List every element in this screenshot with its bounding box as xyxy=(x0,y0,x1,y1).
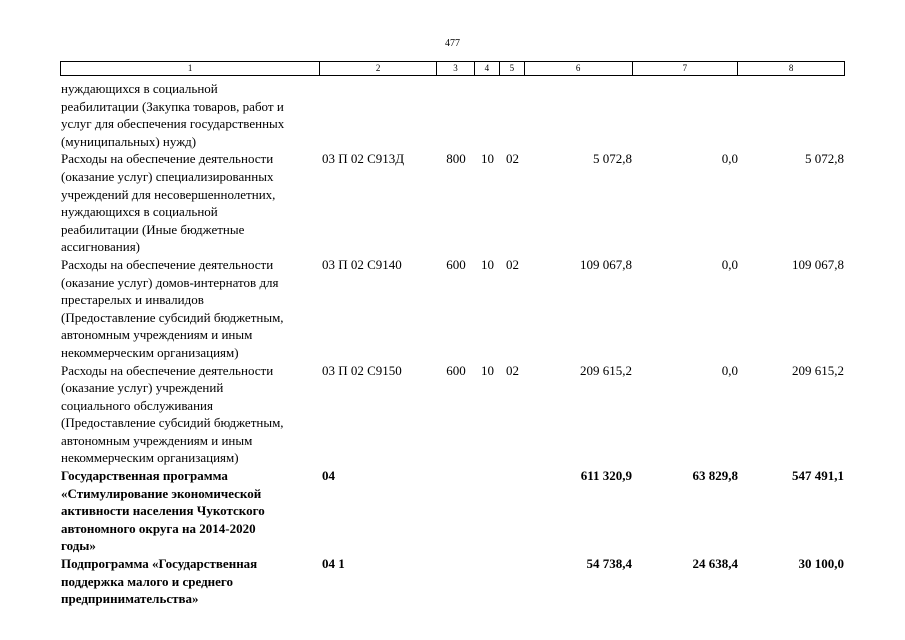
page-number: 477 xyxy=(445,38,460,49)
row-name-line: (оказание услуг) домов-интернатов для xyxy=(61,274,279,290)
row-expense-type xyxy=(437,80,475,150)
row-amount-total: 209 615,2 xyxy=(580,362,632,378)
table-row xyxy=(60,256,845,362)
row-name-line: реабилитации (Закупка товаров, работ и xyxy=(61,98,284,114)
row-subsection: 02 xyxy=(506,362,519,378)
row-name-line: реабилитации (Иные бюджетные xyxy=(61,221,245,237)
row-amount-col8: 547 491,1 xyxy=(792,468,844,484)
row-name-line: автономного округа на 2014-2020 xyxy=(61,520,256,536)
row-name-line: Подпрограмма «Государственная xyxy=(61,556,258,572)
row-subsection xyxy=(500,467,525,555)
row-name xyxy=(60,555,320,608)
column-header-1: 1 xyxy=(61,62,320,75)
column-header-2: 2 xyxy=(320,62,437,75)
row-section: 10 xyxy=(481,362,494,378)
row-section xyxy=(475,80,500,150)
row-amount-total: 54 738,4 xyxy=(586,556,632,572)
row-expense-type xyxy=(437,555,475,608)
row-name-line: (Предоставление субсидий бюджетным, xyxy=(61,309,284,325)
column-header-3: 3 xyxy=(437,62,475,75)
row-amount-col8 xyxy=(739,80,845,150)
row-name xyxy=(60,150,320,256)
row-name-line: нуждающихся в социальной xyxy=(61,204,218,220)
row-amount-total: 109 067,8 xyxy=(580,256,632,272)
row-amount-col8: 109 067,8 xyxy=(792,256,844,272)
row-name-line: учреждений для несовершеннолетних, xyxy=(61,186,276,202)
row-amount-col7: 0,0 xyxy=(721,362,738,378)
row-code: 04 1 xyxy=(322,556,345,572)
column-header-4: 4 xyxy=(475,62,500,75)
row-section xyxy=(475,555,500,608)
row-name-line: Расходы на обеспечение деятельности xyxy=(61,362,274,378)
row-subsection: 02 xyxy=(506,256,519,272)
column-header-7: 7 xyxy=(633,62,739,75)
row-name-line: Расходы на обеспечение деятельности xyxy=(61,151,274,167)
row-code: 03 П 02 С9150 xyxy=(322,362,402,378)
row-name-line: нуждающихся в социальной xyxy=(61,81,218,96)
row-amount-total: 611 320,9 xyxy=(580,468,632,484)
table-row xyxy=(60,150,845,256)
table-row xyxy=(60,555,845,608)
row-name-line: Государственная программа xyxy=(61,468,228,484)
row-name-line: престарелых и инвалидов xyxy=(61,292,204,308)
row-name xyxy=(60,80,320,150)
row-expense-type: 600 xyxy=(446,256,466,272)
row-name-line: «Стимулирование экономической xyxy=(61,485,262,501)
row-amount-total: 5 072,8 xyxy=(593,151,632,167)
row-code xyxy=(320,80,437,150)
row-name-line: предпринимательства» xyxy=(61,591,199,607)
row-name-line: (муниципальных) нужд) xyxy=(61,133,197,149)
row-amount-col7: 24 638,4 xyxy=(692,556,738,572)
row-code: 04 xyxy=(322,468,335,484)
row-subsection xyxy=(500,555,525,608)
table-body xyxy=(60,80,845,608)
row-expense-type xyxy=(437,467,475,555)
column-header-5: 5 xyxy=(500,62,525,75)
row-amount-col8: 5 072,8 xyxy=(805,151,844,167)
row-name-line: услуг для обеспечения государственных xyxy=(61,116,285,132)
row-expense-type: 800 xyxy=(446,151,466,167)
row-subsection: 02 xyxy=(506,151,519,167)
row-subsection xyxy=(500,80,525,150)
row-name-line: некоммерческим организациям) xyxy=(61,344,239,360)
row-name-line: годы» xyxy=(61,538,96,554)
row-name-line: поддержка малого и среднего xyxy=(61,573,233,589)
row-amount-total xyxy=(525,80,633,150)
row-section: 10 xyxy=(481,151,494,167)
row-expense-type: 600 xyxy=(446,362,466,378)
row-name-line: Расходы на обеспечение деятельности xyxy=(61,256,274,272)
table-row xyxy=(60,362,845,468)
row-section: 10 xyxy=(481,256,494,272)
row-amount-col7: 63 829,8 xyxy=(692,468,738,484)
row-name-line: социального обслуживания xyxy=(61,397,213,413)
row-name-line: ассигнования) xyxy=(61,239,141,255)
column-header-8: 8 xyxy=(788,63,794,73)
row-name-line: автономным учреждениям и иным xyxy=(61,327,253,343)
row-amount-col7: 0,0 xyxy=(721,256,738,272)
row-name xyxy=(60,256,320,362)
row-name xyxy=(60,362,320,468)
row-name-line: (оказание услуг) специализированных xyxy=(61,168,274,184)
row-name-line: активности населения Чукотского xyxy=(61,503,265,519)
row-section xyxy=(475,467,500,555)
row-code: 03 П 02 С913Д xyxy=(322,151,405,167)
row-name-line: автономным учреждениям и иным xyxy=(61,432,253,448)
table-header xyxy=(60,61,845,76)
row-code: 03 П 02 С9140 xyxy=(322,256,402,272)
row-name xyxy=(60,467,320,555)
row-amount-col8: 209 615,2 xyxy=(792,362,844,378)
row-name-line: (оказание услуг) учреждений xyxy=(61,380,224,396)
row-name-line: некоммерческим организациям) xyxy=(61,450,239,466)
column-header-6: 6 xyxy=(525,62,633,75)
table-row xyxy=(60,467,845,555)
row-amount-col8: 30 100,0 xyxy=(798,556,844,572)
table-row xyxy=(60,80,845,150)
row-amount-col7 xyxy=(633,80,739,150)
row-amount-col7: 0,0 xyxy=(721,151,738,167)
row-name-line: (Предоставление субсидий бюджетным, xyxy=(61,415,284,431)
